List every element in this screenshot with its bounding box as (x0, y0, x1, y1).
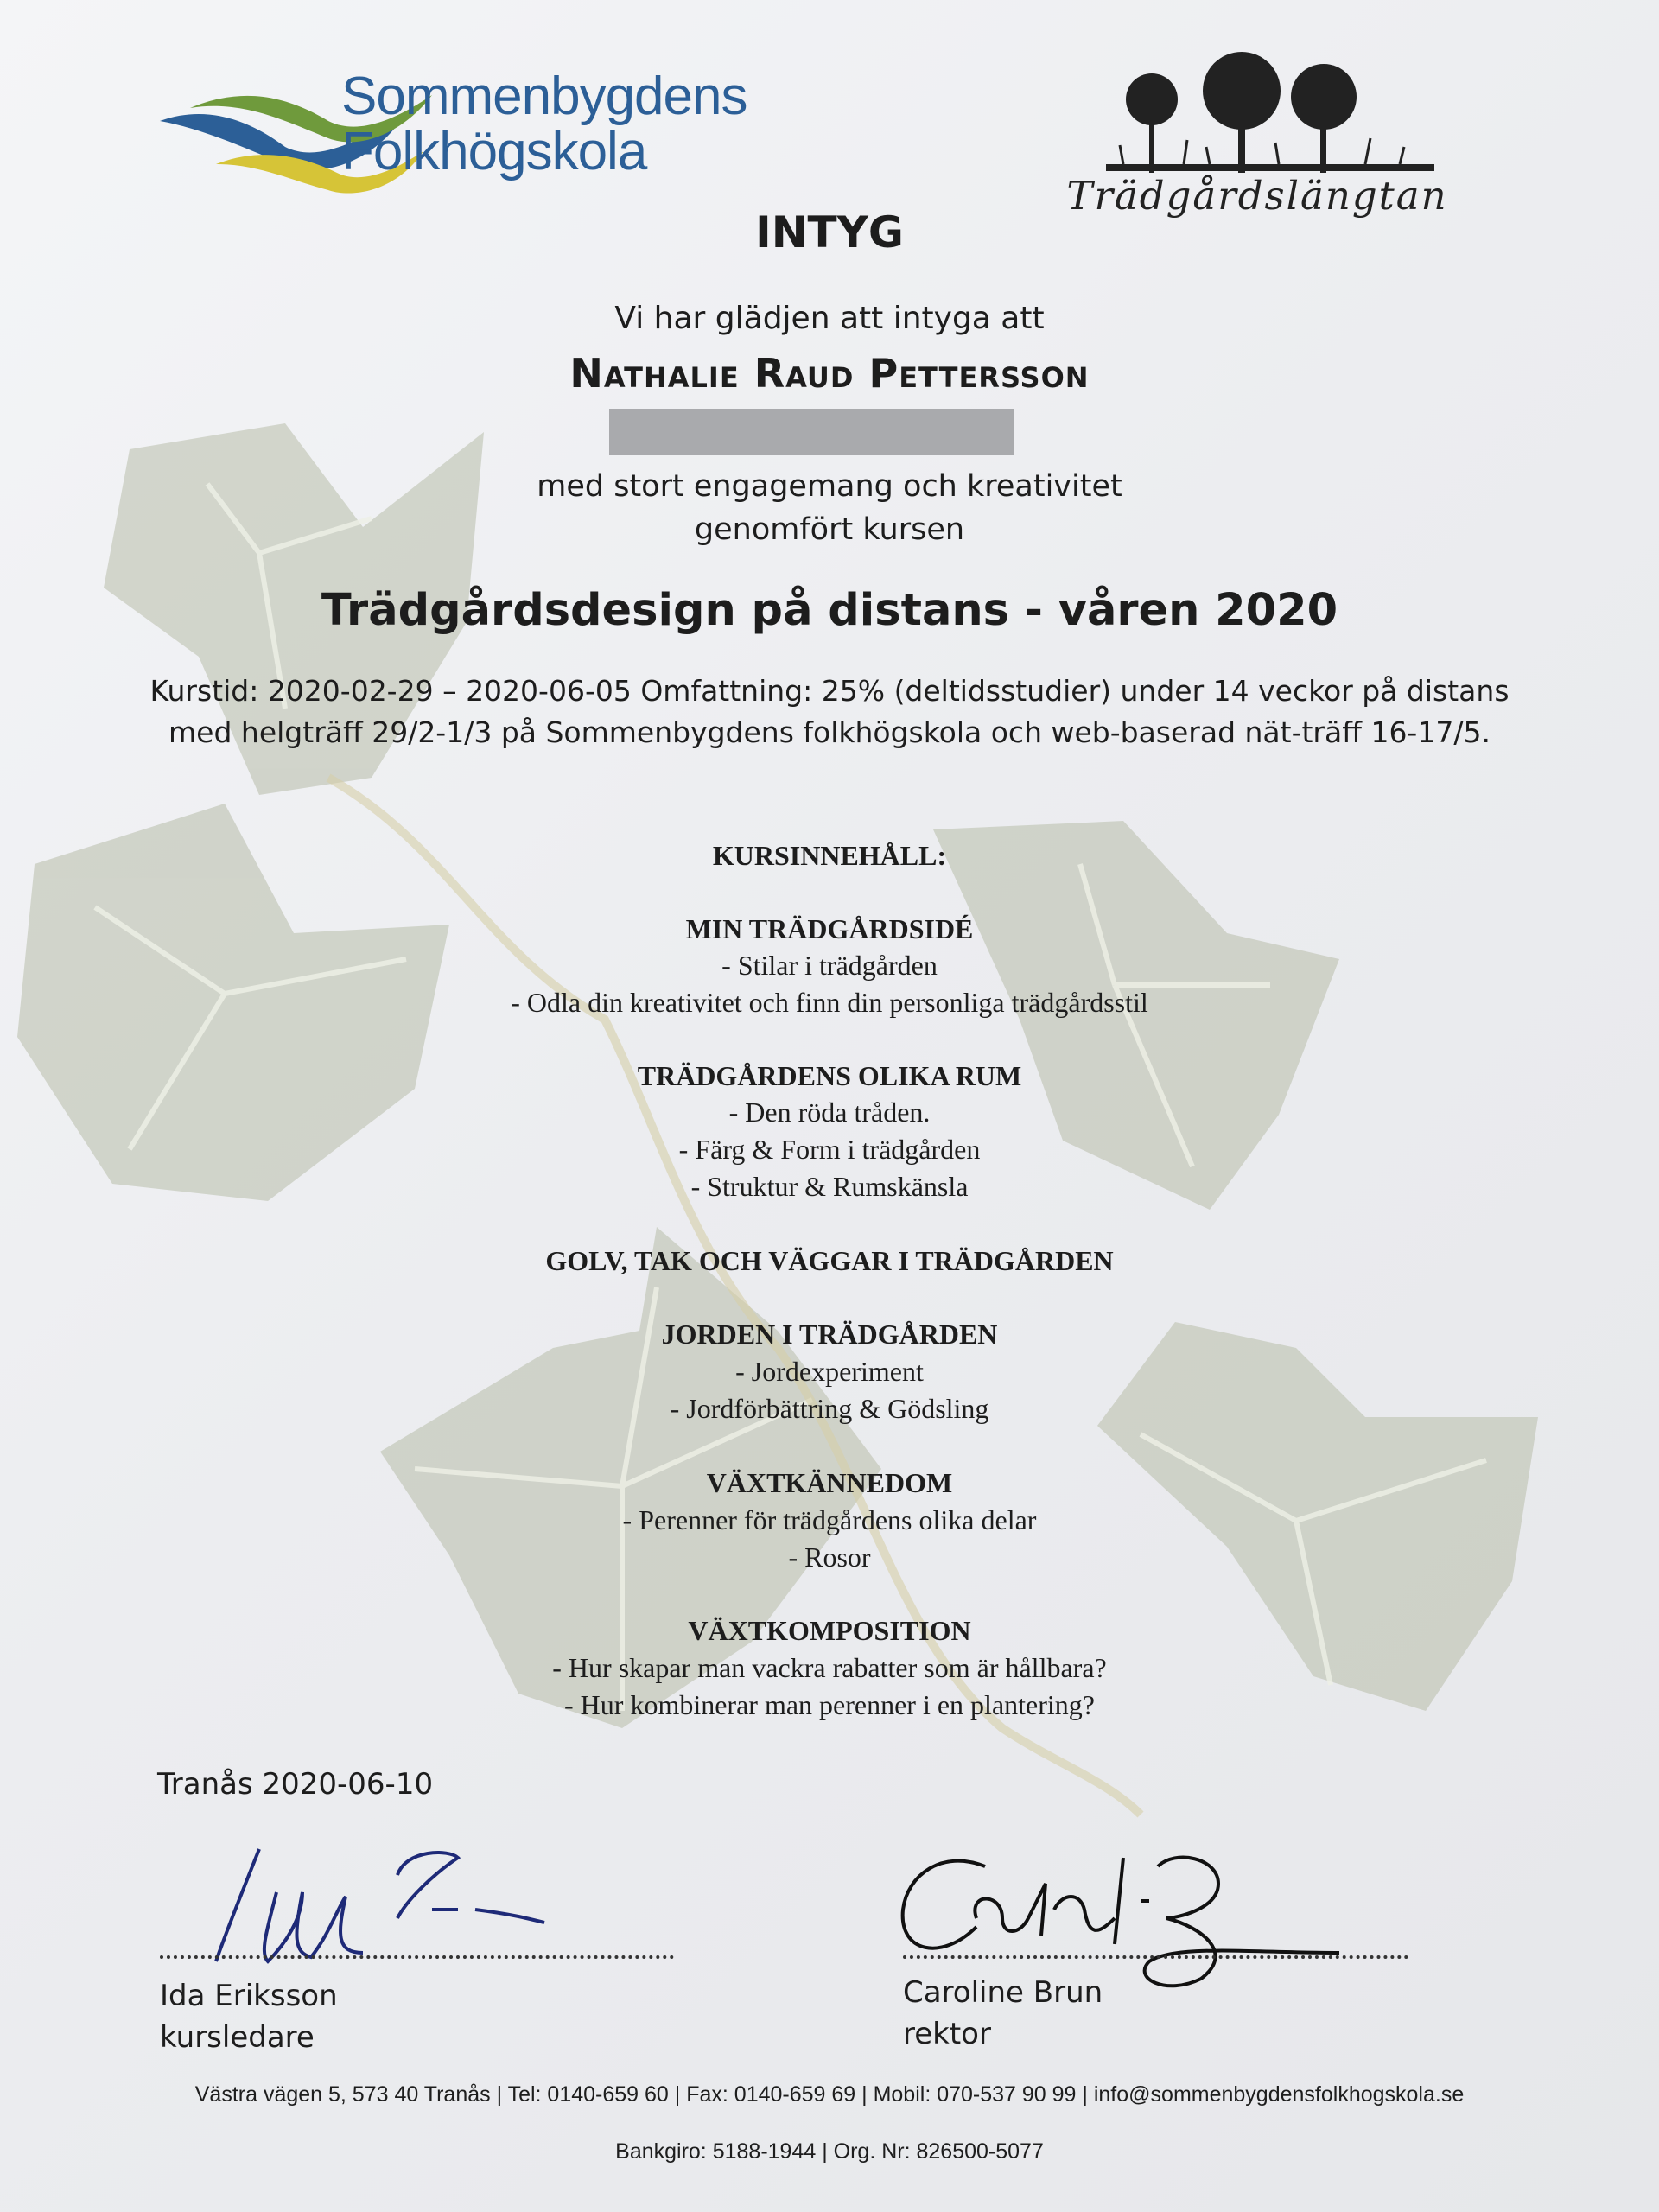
footer-bank: Bankgiro: 5188-1944 | Org. Nr: 826500-5077 (615, 2139, 1044, 2164)
signature-line-right (903, 1955, 1408, 1959)
section-item: - Jordexperiment (735, 1356, 924, 1387)
section-item: - Hur kombinerar man perenner i en plantering? (564, 1689, 1095, 1720)
section-item: - Jordförbättring & Gödsling (670, 1393, 989, 1424)
signatory-right-name: Caroline Brun (903, 1975, 1103, 2010)
signatory-right (903, 1972, 1103, 2055)
certificate-title: INTYG (755, 207, 904, 257)
recipient-name: Nathalie Raud Pettersson (569, 350, 1090, 397)
signature-left (199, 1840, 562, 1970)
section-item: - Odla din kreativitet och finn din personliga trädgårdsstil (511, 987, 1148, 1018)
section-title: GOLV, TAK OCH VÄGGAR I TRÄDGÅRDEN (545, 1245, 1114, 1276)
section-title: VÄXTKOMPOSITION (688, 1615, 971, 1646)
section-title: VÄXTKÄNNEDOM (706, 1467, 953, 1498)
course-meta-line-2: med helgträff 29/2-1/3 på Sommenbygdens folkhögskola och web-baserad nät-träff 16-17/5. (168, 715, 1491, 749)
section-title: JORDEN I TRÄDGÅRDEN (661, 1319, 998, 1350)
section-item: - Färg & Form i trädgården (678, 1134, 981, 1165)
section-title: MIN TRÄDGÅRDSIDÉ (685, 913, 974, 944)
section-item: - Rosor (788, 1541, 871, 1573)
content-heading: KURSINNEHÅLL: (712, 840, 947, 871)
signatory-left (160, 1975, 338, 2058)
completion-line: genomfört kursen (694, 512, 965, 547)
section-item: - Perenner för trädgårdens olika delar (622, 1504, 1037, 1535)
section-item: - Struktur & Rumskänsla (690, 1171, 969, 1202)
engagement-line: med stort engagemang och kreativitet (537, 469, 1122, 504)
brand-name: Trädgårdslängtan (1066, 173, 1448, 219)
section-title: TRÄDGÅRDENS OLIKA RUM (637, 1060, 1022, 1091)
section-item: - Den röda tråden. (728, 1096, 931, 1128)
logo-line-1: Sommenbygdens (341, 67, 747, 126)
section-item: - Hur skapar man vackra rabatter som är hållbara? (552, 1652, 1107, 1683)
place-date: Tranås 2020-06-10 (157, 1767, 434, 1802)
intro-text: Vi har glädjen att intyga att (614, 301, 1045, 336)
signatory-left-name: Ida Eriksson (160, 1979, 338, 2013)
school-logo-text (341, 69, 747, 180)
footer-contact: Västra vägen 5, 573 40 Tranås | Tel: 0140-659 60 | Fax: 0140-659 69 | Mobil: 070-537 90 99 | info@sommenbygdensfolkhogskola.se (194, 2082, 1465, 2107)
section-item: - Stilar i trädgården (721, 950, 938, 981)
signatory-right-role: rektor (903, 2017, 991, 2051)
redacted-block (609, 409, 1014, 455)
course-meta-line-1: Kurstid: 2020-02-29 – 2020-06-05 Omfattning: 25% (deltidsstudier) under 14 veckor på distans (149, 674, 1510, 708)
logo-line-2: Folkhögskola (341, 122, 647, 181)
course-title: Trädgårdsdesign på distans - våren 2020 (321, 585, 1338, 636)
signature-line-left (160, 1955, 674, 1959)
signatory-left-role: kursledare (160, 2020, 315, 2055)
